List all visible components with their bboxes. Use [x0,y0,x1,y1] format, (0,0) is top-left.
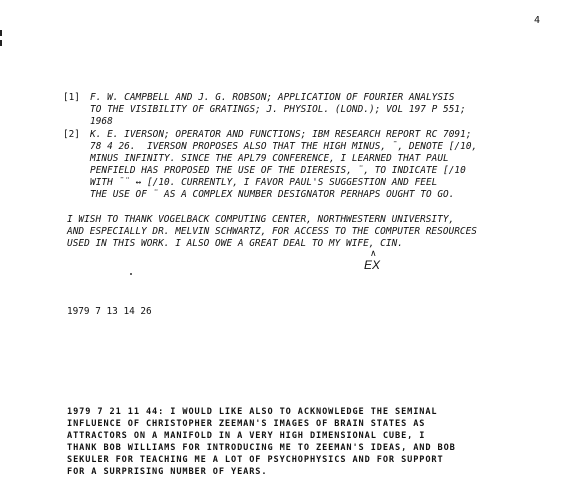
reference-2-line: MINUS INFINITY. SINCE THE APL79 CONFERENCE, I LEARNED THAT PAUL [90,153,449,164]
addendum-line: SEKULER FOR TEACHING ME A LOT OF PSYCHOPHYSICS AND FOR SUPPORT [67,455,444,465]
acknowledgement-line: I WISH TO THANK VOGELBACK COMPUTING CENTER, NORTHWESTERN UNIVERSITY, [67,214,455,225]
acknowledgement-line: AND ESPECIALLY DR. MELVIN SCHWARTZ, FOR ACCESS TO THE COMPUTER RESOURCES [67,226,477,237]
reference-2-line: PENFIELD HAS PROPOSED THE USE OF THE DIERESIS, ¨, TO INDICATE [/10 [90,165,466,176]
reference-2-line: THE USE OF ¨ AS A COMPLEX NUMBER DESIGNATOR PERHAPS OUGHT TO GO. [90,189,455,200]
reference-1-label: [1] [63,92,80,103]
acknowledgement-line: USED IN THIS WORK. I ALSO OWE A GREAT DEAL TO MY WIFE, CIN. [67,238,403,249]
addendum-line: 1979 7 21 11 44: I WOULD LIKE ALSO TO ACKNOWLEDGE THE SEMINAL [67,407,438,417]
speck [130,273,132,275]
date-stamp: 1979 7 13 14 26 [67,306,152,317]
margin-mark [0,40,2,46]
reference-1-line: F. W. CAMPBELL AND J. G. ROBSON; APPLICATION OF FOURIER ANALYSIS [90,92,455,103]
addendum-line: ATTRACTORS ON A MANIFOLD IN A VERY HIGH DIMENSIONAL CUBE, I [67,431,426,441]
reference-2-line: WITH ¯¨ ↔ [/10. CURRENTLY, I FAVOR PAUL'S SUGGESTION AND FEEL [90,177,438,188]
addendum-line: THANK BOB WILLIAMS FOR INTRODUCING ME TO ZEEMAN'S IDEAS, AND BOB [67,443,456,453]
page-number: 4 [534,15,541,26]
reference-1-line: TO THE VISIBILITY OF GRATINGS; J. PHYSIOL. (LOND.); VOL 197 P 551; [90,104,466,115]
reference-1-line: 1968 [90,116,113,127]
reference-2-line: K. E. IVERSON; OPERATOR AND FUNCTIONS; IBM RESEARCH REPORT RC 7091; [90,129,472,140]
insertion-caret-icon: ∧ [370,249,377,259]
reference-2-label: [2] [63,129,80,140]
handwritten-note: EX [364,258,381,272]
reference-2-line: 78 4 26. IVERSON PROPOSES ALSO THAT THE HIGH MINUS, ¯, DENOTE [/10, [90,141,478,152]
margin-mark [0,30,2,36]
addendum-line: INFLUENCE OF CHRISTOPHER ZEEMAN'S IMAGES OF BRAIN STATES AS [67,419,426,429]
addendum-line: FOR A SURPRISING NUMBER OF YEARS. [67,467,268,477]
